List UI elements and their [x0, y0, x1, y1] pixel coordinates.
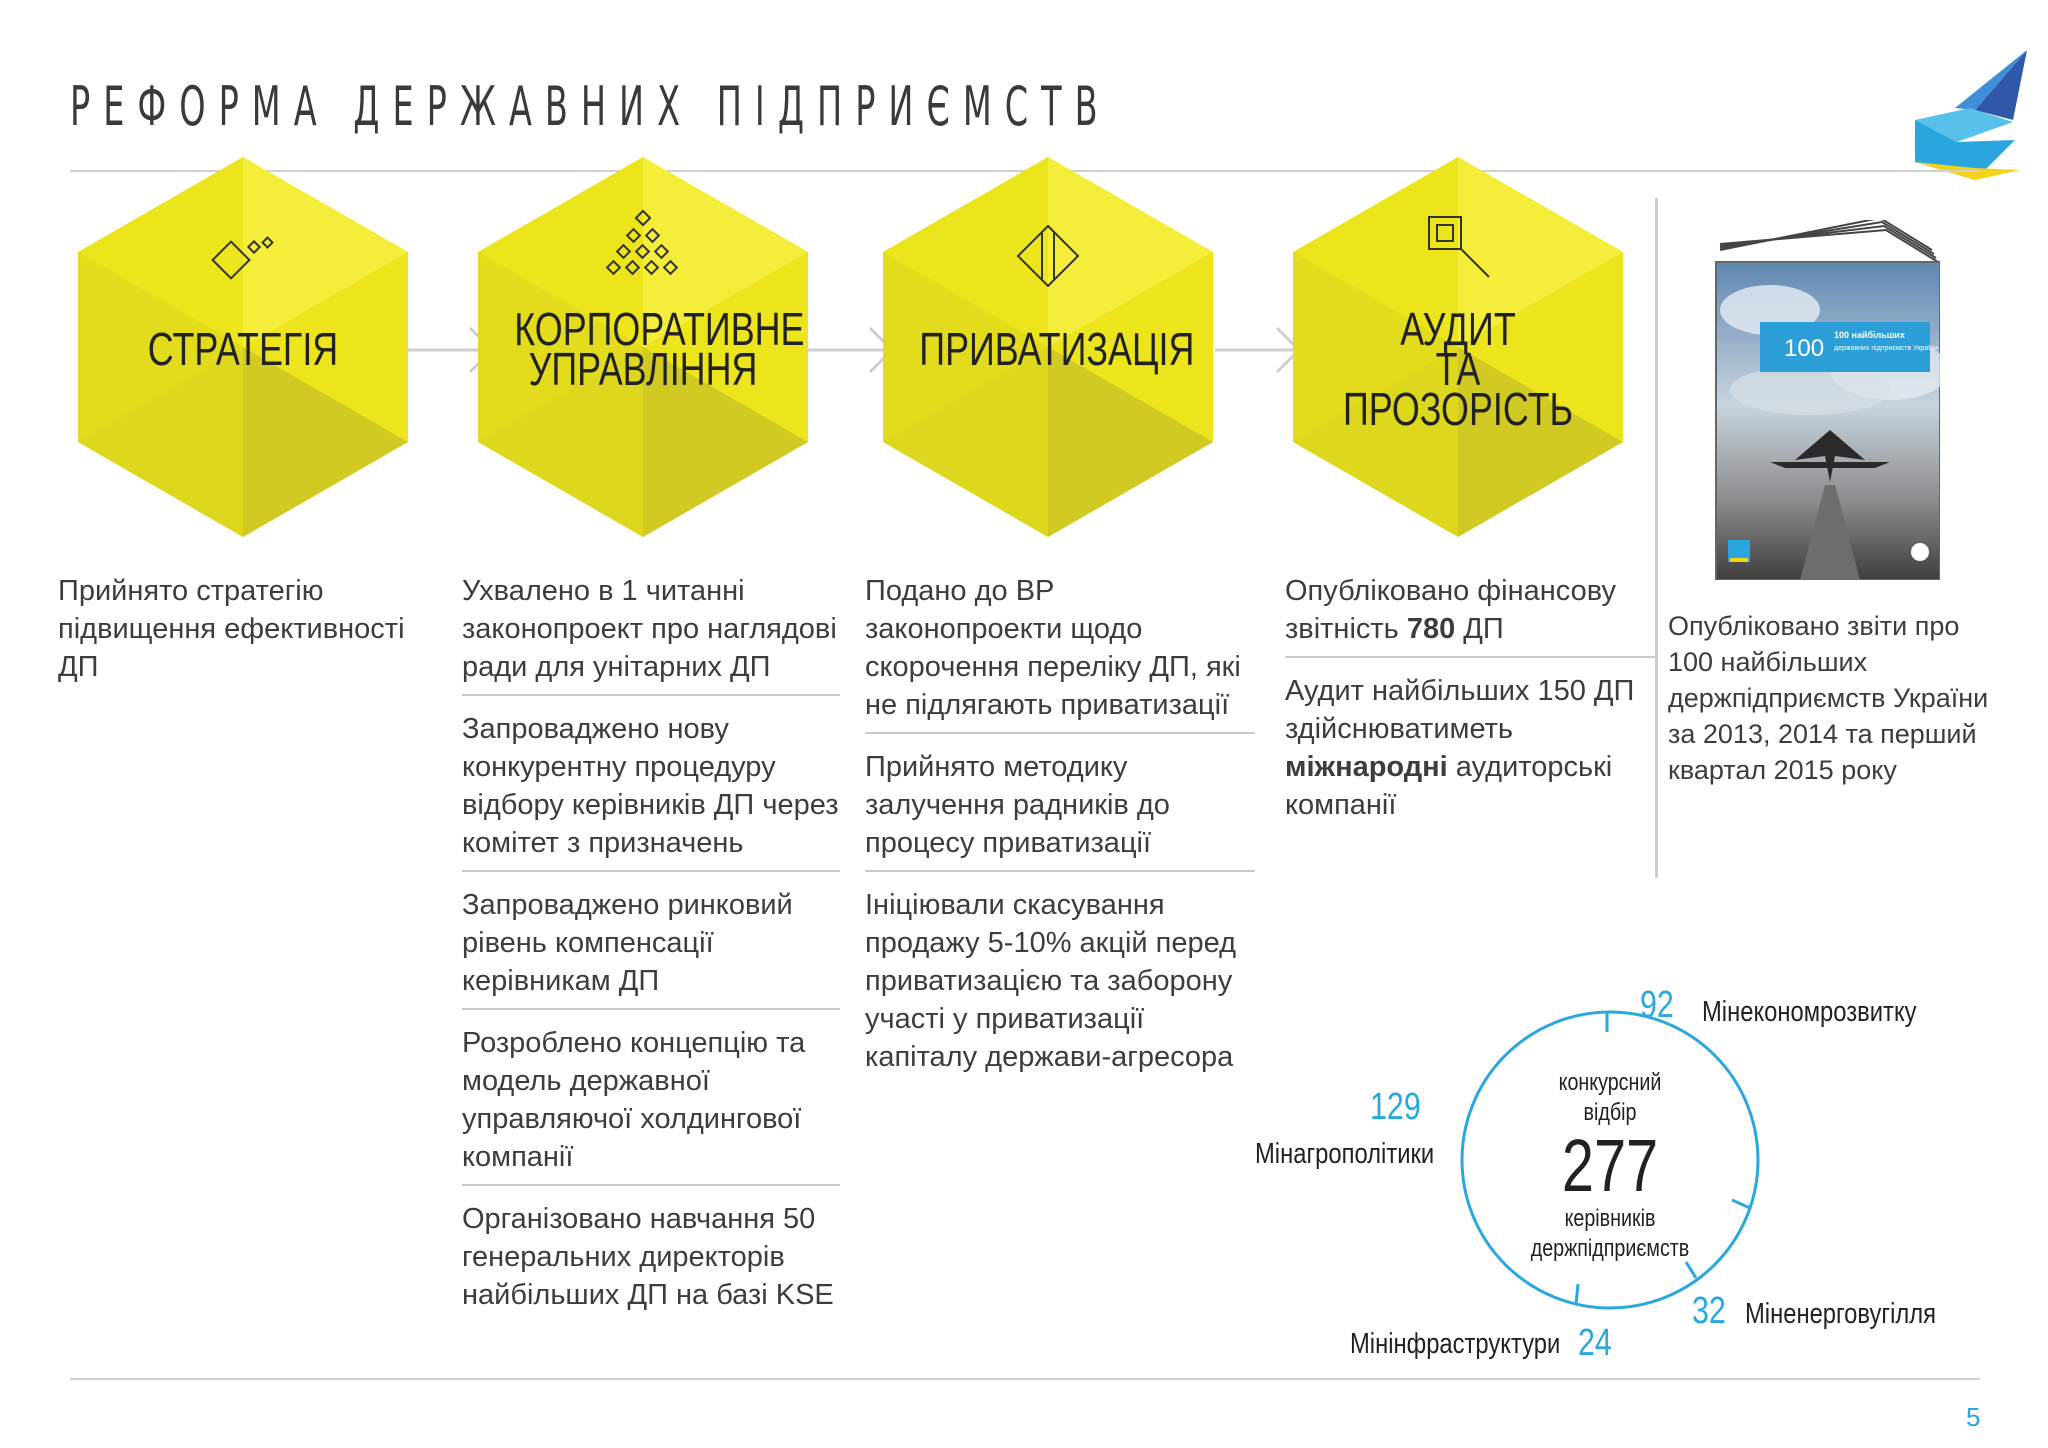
selection-center — [1460, 1068, 1760, 1264]
page-title: РЕФОРМА ДЕРЖАВНИХ ПІДПРИЄМСТВ — [70, 75, 1111, 138]
strategy-column — [58, 568, 433, 704]
report-cover-subtitle: державних підприємств України — [1834, 345, 1938, 352]
governance-item: Ухвалено в 1 читанні законопроект про наглядові ради для унітарних ДП — [462, 568, 840, 696]
report-divider — [1655, 198, 1658, 878]
hexagon-title-privatization: ПРИВАТИЗАЦІЯ — [919, 323, 1195, 375]
governance-item: Запроваджено нову конкурентну процедуру відбору керівників ДП через комітет з призначень — [462, 706, 840, 872]
hexagon-governance — [478, 157, 808, 537]
hexagon-title-strategy: СТРАТЕГІЯ — [147, 323, 339, 375]
bottom-divider — [70, 1378, 1980, 1380]
report-cover-title: 100 найбільших — [1834, 330, 1905, 340]
governance-column — [462, 568, 840, 1332]
privatization-item: Подано до ВР законопроекти щодо скорочення переліку ДП, які не підлягають приватизації — [865, 568, 1255, 734]
hexagon-title-governance: КОРПОРАТИВНЕ УПРАВЛІННЯ — [514, 303, 805, 395]
ministry-label: Мінагрополітики — [1255, 1138, 1435, 1170]
magnifier-icon — [1425, 213, 1495, 283]
diamond-cluster-icon — [206, 229, 280, 293]
selection-total: 277 — [1561, 1124, 1659, 1207]
diamond-pyramid-icon — [603, 209, 683, 283]
logo — [1915, 50, 2027, 180]
ministry-value: 24 — [1578, 1322, 1612, 1364]
audit-text: Аудит найбільших 150 ДП здійснюватиметь — [1285, 675, 1635, 745]
hexagon-strategy — [78, 157, 408, 537]
ministry-label: Міненерговугілля — [1745, 1298, 1936, 1330]
ministry-label: Мінінфраструктури — [1350, 1328, 1561, 1360]
audit-column — [1285, 568, 1655, 842]
selection-label: держпідприємств — [1530, 1235, 1690, 1262]
audit-text: Опубліковано фінансову звітність — [1285, 575, 1616, 645]
audit-item — [1285, 668, 1655, 832]
audit-text: ДП — [1455, 613, 1504, 645]
ministry-value: 32 — [1692, 1290, 1726, 1332]
hexagon-audit — [1293, 157, 1623, 537]
audit-highlight: 780 — [1406, 613, 1456, 645]
ministry-value: 129 — [1370, 1086, 1421, 1128]
privatization-item: Ініціювали скасування продажу 5-10% акцій перед приватизацією та заборону участі у приватизації капіталу держави-агресора — [865, 889, 1237, 1073]
hexagon-privatization — [883, 157, 1213, 537]
ministry-value: 92 — [1640, 984, 1674, 1026]
selection-label: конкурсний — [1558, 1069, 1662, 1096]
report-cover-number: 100 — [1784, 335, 1825, 362]
governance-item: Розроблено концепцію та модель державної управляючої холдингової компанії — [462, 1020, 840, 1186]
selection-label: керівників — [1564, 1205, 1656, 1232]
page-number: 5 — [1966, 1402, 1981, 1432]
audit-text: аудиторські компанії — [1285, 751, 1613, 821]
audit-highlight: міжнародні — [1285, 751, 1448, 783]
audit-item — [1285, 568, 1655, 658]
privatization-column — [865, 568, 1255, 1094]
ministry-label: Мінекономрозвитку — [1702, 996, 1917, 1028]
arrow-icon — [1215, 320, 1305, 380]
split-diamond-icon — [1015, 223, 1081, 289]
governance-item: Запроваджено ринковий рівень компенсації керівникам ДП — [462, 882, 840, 1010]
report-cover-image — [1700, 220, 1940, 580]
selection-label: відбір — [1583, 1099, 1637, 1126]
governance-item: Організовано навчання 50 генеральних директорів найбільших ДП на базі KSE — [462, 1203, 834, 1311]
strategy-item: Прийнято стратегію підвищення ефективності ДП — [58, 575, 405, 683]
privatization-item: Прийнято методику залучення радників до процесу приватизації — [865, 744, 1255, 872]
report-text: Опубліковано звіти про 100 найбільших держпідприємств України за 2013, 2014 та перший квартал 2015 року — [1668, 611, 1989, 785]
hexagon-title-audit: АУДИТ ТА ПРОЗОРІСТЬ — [1342, 303, 1574, 435]
